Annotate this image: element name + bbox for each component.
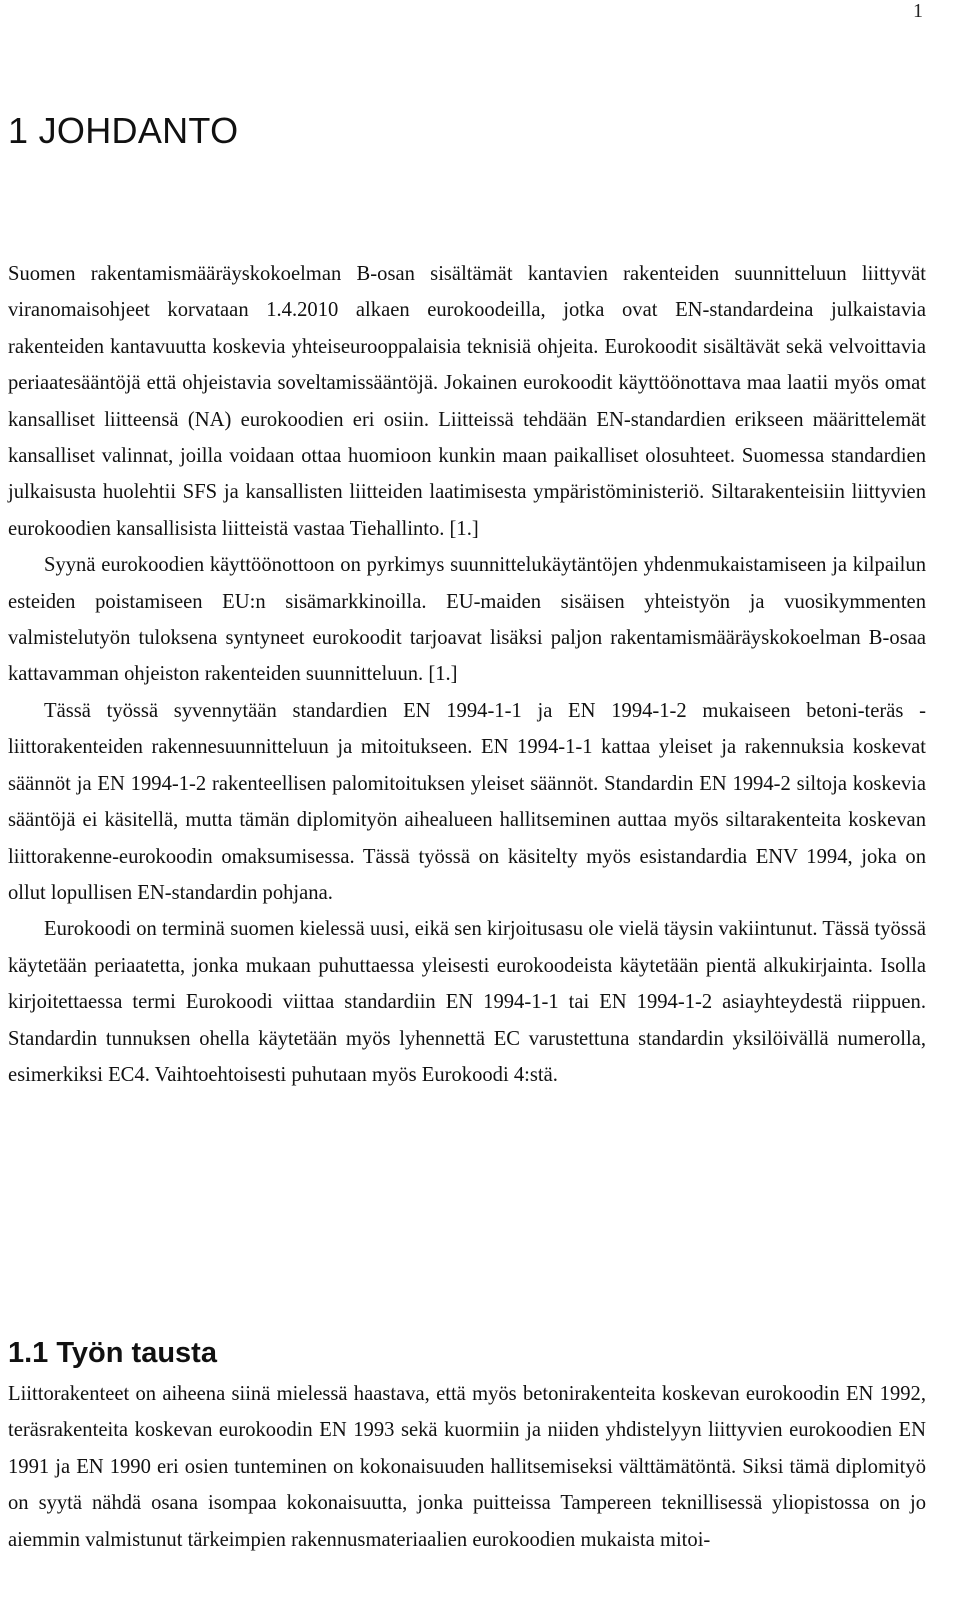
section-body [8,1376,926,1558]
section-heading: 1.1 Työn tausta [8,1337,217,1369]
paragraph: Eurokoodi on terminä suomen kielessä uusi, eikä sen kirjoitusasu ole vielä täysin vakiintunut. Tässä työssä käytetään periaatetta, jonka mukaan puhuttaessa yleisesti eurokoodeista käytetään pientä alkukirjainta. Isolla kirjoitettaessa termi Eurokoodi viittaa standardiin EN 1994-1-1 tai EN 1994-1-2 asiayhteydestä riippuen. Standardin tunnuksen ohella käytetään myös lyhennettä EC varustettuna standardin yksilöivällä numerolla, esimerkiksi EC4. Vaihtoehtoisesti puhutaan myös Eurokoodi 4:stä. [8,918,926,1086]
chapter-heading: 1 JOHDANTO [8,110,239,151]
paragraph: Liittorakenteet on aiheena siinä mielessä haastava, että myös betonirakenteita koskevan eurokoodin EN 1992, teräsrakenteita koskevan eurokoodin EN 1993 sekä kuormiin ja niiden yhdistelyyn liittyvien eurokoodien EN 1991 ja EN 1990 eri osien tunteminen on kokonaisuuden hallitsemiseksi välttämätöntä. Siksi tämä diplomityö on syytä nähdä osana isompaa kokonaisuutta, jonka puitteissa Tampereen teknillisessä yliopistossa on jo aiemmin valmistunut tärkeimpien rakennusmateriaalien eurokoodien mukaista mitoi- [8,1383,926,1551]
paragraph: Tässä työssä syvennytään standardien EN 1994-1-1 ja EN 1994-1-2 mukaiseen betoni-teräs -liittorakenteiden rakennesuunnitteluun ja mitoitukseen. EN 1994-1-1 kattaa yleiset ja rakennuksia koskevat säännöt ja EN 1994-1-2 rakenteellisen palomitoituksen yleiset säännöt. Standardin EN 1994-2 siltoja koskevia sääntöjä ei käsitellä, mutta tämän diplomityön aihealueen hallitseminen auttaa myös siltarakenteita koskevan liittorakenne-eurokoodin omaksumisessa. Tässä työssä on käsitelty myös esistandardia ENV 1994, joka on ollut lopullisen EN-standardin pohjana. [8,699,926,904]
chapter-body [8,256,926,1093]
page-number: 1 [913,0,923,22]
paragraph: Syynä eurokoodien käyttöönottoon on pyrkimys suunnittelukäytäntöjen yhdenmukaistamiseen ja kilpailun esteiden poistamiseen EU:n sisämarkkinoilla. EU-maiden sisäisen yhteistyön ja vuosikymmenten valmistelutyön tuloksena syntyneet eurokoodit tarjoavat lisäksi paljon rakentamismääräyskokoelman B-osaa kattavamman ohjeiston rakenteiden suunnitteluun. [1.] [8,554,926,686]
paragraph: Suomen rakentamismääräyskokoelman B-osan sisältämät kantavien rakenteiden suunnitteluun liittyvät viranomaisohjeet korvataan 1.4.2010 alkaen eurokoodeilla, jotka ovat EN-standardeina julkaistavia rakenteiden kantavuutta koskevia yhteiseurooppalaisia teknisiä ohjeita. Eurokoodit sisältävät sekä velvoittavia periaatesääntöjä että ohjeistavia soveltamissääntöjä. Jokainen eurokoodit käyttöönottava maa laatii myös omat kansalliset liitteensä (NA) eurokoodien eri osiin. Liitteissä tehdään EN-standardien erikseen määrittelemät kansalliset valinnat, joilla voidaan ottaa huomioon kunkin maan paikalliset olosuhteet. Suomessa standardien julkaisusta huolehtii SFS ja kansallisten liitteiden laatimisesta ympäristöministeriö. Siltarakenteisiin liittyvien eurokoodien kansallisista liitteistä vastaa Tiehallinto. [1.] [8,263,926,540]
